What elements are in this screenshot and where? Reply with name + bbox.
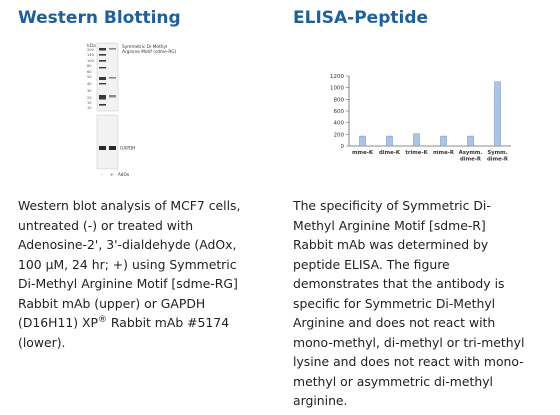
- mw-marker-label: 20: [87, 96, 92, 100]
- y-tick-label: 200: [333, 132, 344, 139]
- x-tick-label: dime-K: [378, 150, 401, 156]
- bar: [387, 136, 393, 146]
- mw-marker-label: 30: [87, 89, 92, 93]
- bar: [360, 136, 366, 146]
- x-tick-label: Symm.: [487, 150, 508, 156]
- bar: [441, 136, 447, 146]
- caption-line: mono-methyl, di-methyl or tri-methyl: [293, 334, 525, 350]
- x-tick-label: mme-K: [352, 150, 373, 156]
- caption-line: Adenosine-2', 3'-dialdehyde (AdOx,: [18, 237, 237, 252]
- mw-marker-label: 80: [87, 64, 92, 68]
- y-tick-label: 600: [333, 109, 344, 115]
- caption-line: (D16H11) XP: [18, 315, 98, 330]
- antibody-label-line-2: Arginine Motif (sdme-RG): [122, 50, 177, 55]
- caption-line: The specificity of Symmetric Di-: [293, 198, 491, 213]
- x-tick-label: dime-R: [487, 156, 508, 163]
- mw-marker-label: 50: [87, 75, 92, 79]
- bar: [495, 82, 501, 146]
- mw-marker-label: 200: [87, 48, 94, 52]
- caption-line: specific for Symmetric Di-Methyl: [293, 295, 496, 311]
- mw-marker-label: 60: [87, 70, 92, 74]
- caption-line: Methyl Arginine Motif [sdme-R]: [293, 217, 486, 233]
- lane-mark-untreated: -: [101, 173, 103, 178]
- blot-band: [109, 95, 116, 98]
- caption-line: peptide ELISA. The figure: [293, 256, 450, 272]
- y-tick-label: 0: [340, 144, 344, 150]
- western-blotting-heading: Western Blotting: [18, 8, 181, 28]
- caption-line: arginine.: [293, 393, 348, 408]
- blot-band: [99, 104, 106, 106]
- blot-band: [99, 54, 106, 56]
- y-tick-label: 800: [333, 97, 344, 104]
- caption-line: 100 µM, 24 hr; +) using Symmetric: [18, 256, 237, 272]
- gapdh-band: [109, 146, 116, 150]
- y-tick-label: 1000: [330, 85, 344, 92]
- y-tick-label: 1200: [330, 74, 344, 80]
- x-tick-label: trime-K: [405, 150, 428, 156]
- caption-line: lysine and does not react with mono-: [293, 354, 524, 369]
- mw-marker-label: 40: [87, 82, 92, 86]
- lower-blot-panel: [97, 115, 118, 169]
- mw-marker-label: 10: [87, 106, 92, 110]
- elisa-caption: [293, 196, 555, 411]
- mw-marker-label: 100: [87, 59, 94, 63]
- western-blot-caption: [18, 196, 273, 352]
- registered-mark: ®: [97, 314, 107, 325]
- gapdh-band: [99, 146, 106, 150]
- caption-line: (lower).: [18, 334, 66, 350]
- blot-band: [99, 95, 106, 100]
- blot-band: [99, 83, 106, 84]
- caption-line: demonstrates that the antibody is: [293, 276, 505, 291]
- blot-band: [109, 48, 116, 50]
- elisa-peptide-heading: ELISA-Peptide: [293, 8, 429, 28]
- lane-mark-treated: +: [110, 173, 114, 178]
- caption-line: Rabbit mAb (upper) or GAPDH: [18, 295, 206, 311]
- lane-mark-adox: AdOx: [118, 172, 130, 177]
- x-tick-label: Asymm.: [458, 150, 483, 156]
- bar: [468, 136, 474, 146]
- western-blot-image: [86, 40, 196, 180]
- blot-band: [99, 67, 106, 68]
- kda-label: kDa: [87, 44, 96, 49]
- blot-band: [99, 48, 106, 51]
- mw-marker-label: 15: [87, 101, 92, 105]
- blot-band: [109, 77, 116, 79]
- caption-line: untreated (-) or treated with: [18, 217, 194, 233]
- mw-marker-label: 140: [87, 53, 94, 57]
- elisa-bar-chart: [323, 68, 523, 188]
- gapdh-label: GAPDH: [120, 146, 136, 152]
- caption-line: Rabbit mAb was determined by: [293, 237, 489, 252]
- antibody-label-line-1: Symmetric Di-Methyl: [122, 45, 168, 50]
- caption-line: Arginine and does not react with: [293, 315, 496, 330]
- x-tick-label: mme-R: [433, 150, 454, 156]
- bar: [414, 134, 420, 146]
- y-tick-label: 400: [333, 120, 344, 127]
- caption-line: Western blot analysis of MCF7 cells,: [18, 198, 241, 213]
- caption-line: Rabbit mAb #5174: [106, 315, 230, 330]
- blot-band: [99, 60, 106, 62]
- x-tick-label: dime-R: [460, 156, 481, 163]
- caption-line: methyl or asymmetric di-methyl: [293, 373, 493, 389]
- caption-line: Di-Methyl Arginine Motif [sdme-RG]: [18, 276, 238, 291]
- blot-band: [99, 77, 106, 80]
